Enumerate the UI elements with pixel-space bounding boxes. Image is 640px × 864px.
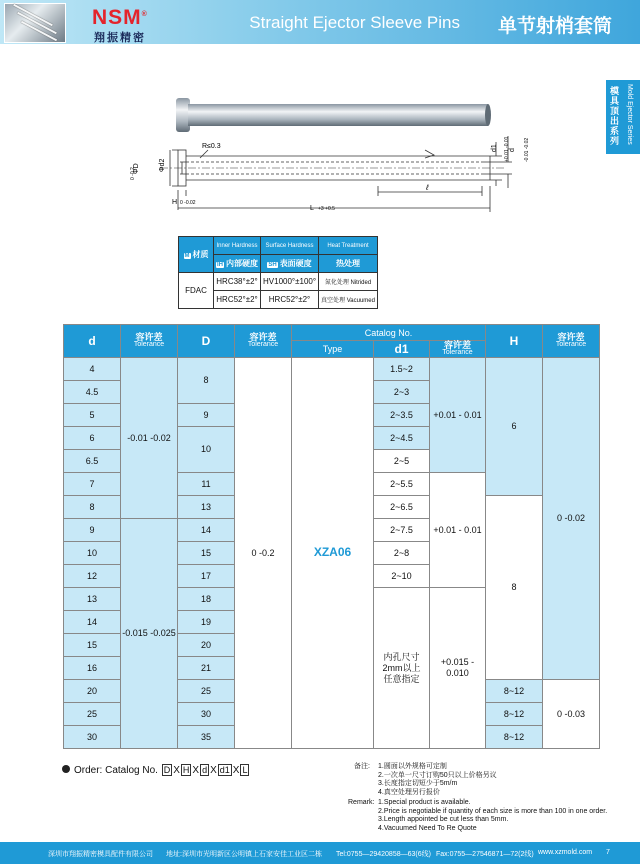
D-cell: 10 [178,427,235,473]
d-cell: 20 [64,680,121,703]
col-type: Type [292,341,374,358]
d1-cell: 2~10 [374,565,430,588]
type-cell: XZA06 [292,358,374,749]
H-cell: 8~12 [486,680,543,703]
d-tol-cell: -0.01 -0.02 [121,358,178,519]
d1-cell: 2~5 [374,450,430,473]
notes-block [348,763,608,833]
d1-tol-cell: +0.01 - 0.01 [430,358,486,473]
col-H-tol: 容许差 Tolerance [543,325,600,358]
D-tolerance: 0 -0.2 [130,167,136,180]
d1-label: d1 [491,144,498,152]
inner-hardness-cn: IH 内部硬度 [214,255,261,273]
d1-cell: 2~7.5 [374,519,430,542]
d1-free-cell [374,588,430,749]
D-cell: 9 [178,404,235,427]
side-tab-label-en: Mold Ejector Series [626,84,633,145]
note-cn: 2.一次单一尺寸订购50只以上价格另议 [378,771,497,779]
D-label: ΦD [133,163,140,174]
surface-hardness-en: Surface Hardness [261,237,319,255]
material-header: M 材质 [179,237,214,273]
notes-cn-title: 备注: [354,763,370,770]
d1-cell: 2~3.5 [374,404,430,427]
col-d: d [64,325,121,358]
d1-cell: 1.5~2 [374,358,430,381]
brand-logo: NSM® [92,6,148,29]
footer-fax: Fax:0755—27546871—72(2线) [436,851,534,858]
pin-photo-head [176,98,190,132]
col-d1: d1 [374,341,430,358]
col-D: D [178,325,235,358]
D-cell: 21 [178,657,235,680]
brand-name-cn: 翔振精密 [94,32,146,44]
d-cell: 14 [64,611,121,634]
d-cell: 6 [64,427,121,450]
d2-label: Φd2 [159,158,166,172]
d-cell: 9 [64,519,121,542]
d-cell: 30 [64,726,121,749]
footer-address: 地址:深圳市光明新区公明镇上石家安佳工业区二栋 [166,851,322,858]
radius-label: R≤0.3 [202,143,221,150]
surface-hardness-2: HRC52°±2° [261,291,319,309]
order-box: L [242,765,248,775]
order-line: Order: Catalog No. D X H X d X d1 X L [62,764,250,776]
H-tol-cell: 0 -0.02 [543,358,600,680]
notes-en-title: Remark: [348,799,375,806]
d-cell: 16 [64,657,121,680]
d-cell: 5 [64,404,121,427]
pin-photo-body [188,104,488,126]
note-en: 2.Price is negotiable if quantity of each size is more than 100 in one order. [378,807,608,815]
D-cell: 30 [178,703,235,726]
footer-tel: Tel:0755—29420858—63(6线) [336,851,431,858]
H-tol-cell: 0 -0.03 [543,680,600,749]
H-label: H [172,199,178,206]
heat-treatment-en: Heat Treatment [319,237,378,255]
order-box: H [182,765,190,775]
D-cell: 15 [178,542,235,565]
order-box: d [202,765,208,775]
d-cell: 13 [64,588,121,611]
d-cell: 6.5 [64,450,121,473]
surface-hardness-1: HV1000°±100° [261,273,319,291]
page-header [0,0,640,44]
d-cell: 15 [64,634,121,657]
D-cell: 19 [178,611,235,634]
inner-hardness-2: HRC52°±2° [214,291,261,309]
technical-drawing [120,92,540,222]
page-footer [0,842,640,864]
H-cell: 6 [486,358,543,496]
d-cell: 7 [64,473,121,496]
note-en: 4.Vacuumed Need To Re Quote [378,824,477,832]
d1-cell: 2~3 [374,381,430,404]
d1-cell: 2~6.5 [374,496,430,519]
inner-hardness-1: HRC38°±2° [214,273,261,291]
d-cell: 25 [64,703,121,726]
D-cell: 20 [178,634,235,657]
footer-web-link[interactable]: www.xzmold.com [538,849,593,856]
H-cell: 8 [486,496,543,680]
note-en: 1.Special product is available. [378,799,471,806]
d1-tol-cell: +0.015 - 0.010 [430,588,486,749]
d1-cell: 2~5.5 [374,473,430,496]
col-H: H [486,325,543,358]
d-cell: 12 [64,565,121,588]
L-label: L [310,205,314,212]
D-cell: 25 [178,680,235,703]
note-cn: 4.真空处理另行报价 [378,788,440,796]
heat-treatment-1: 氮化处理 Nitrided [319,273,378,291]
d-tolerance: -0.01 -0.02 [524,137,530,162]
d1-cell: 2~8 [374,542,430,565]
page-number: 7 [606,849,610,856]
inner-hardness-en: Inner Hardness [214,237,261,255]
D-cell: 18 [178,588,235,611]
pin-photo-end [485,104,491,126]
L-tolerance: +3 +0.5 [318,206,335,212]
d-tol-cell: -0.015 -0.025 [121,519,178,749]
D-cell: 11 [178,473,235,496]
material-table [178,236,378,309]
order-label: Order: Catalog No. [74,765,158,776]
surface-hardness-cn: SH 表面硬度 [261,255,319,273]
H-cell: 8~12 [486,726,543,749]
d1-cell: 2~4.5 [374,427,430,450]
d-label: d [509,148,516,152]
col-D-tol: 容许差 Tolerance [235,325,292,358]
ell-label: ℓ [426,183,429,192]
H-tolerance: 0 -0.02 [180,200,196,206]
d-cell: 8 [64,496,121,519]
D-cell: 17 [178,565,235,588]
page-title-en: Straight Ejector Sleeve Pins [249,13,460,32]
H-cell: 8~12 [486,703,543,726]
material-code: FDAC [179,273,214,309]
order-box: D [163,765,171,775]
note-cn: 1.圆面以外规格可定制 [378,763,447,770]
heat-treatment-2: 真空处理 Vacuumed [319,291,378,309]
d1-free-line: 内孔尺寸 [383,651,420,662]
product-thumbnail [4,3,66,43]
D-tol-cell: 0 -0.2 [235,358,292,749]
D-cell: 8 [178,358,235,404]
d1-free-line: 2mm以上 [382,662,421,673]
d1-free-line: 任意指定 [383,673,420,684]
note-cn: 3.长度指定切短少于5m/m [378,780,458,787]
d-cell: 4 [64,358,121,381]
side-tab[interactable] [606,80,640,154]
d-cell: 10 [64,542,121,565]
note-en: 3.Length appointed be cut less than 5mm. [378,816,509,823]
page-title-cn: 单节射梢套筒 [497,16,612,37]
D-cell: 13 [178,496,235,519]
material-icon: M [184,253,190,259]
spec-table [63,324,600,749]
d1-tolerance: +0.01 -0.01 [504,136,510,162]
heat-treatment-cn: 热处理 [319,255,378,273]
order-box: d1 [219,765,230,775]
D-cell: 35 [178,726,235,749]
bullet-icon [62,765,70,773]
col-d-tol: 容许差 Tolerance [121,325,178,358]
d1-tol-cell: +0.01 - 0.01 [430,473,486,588]
side-tab-label-cn: 模具顶出系列 [610,86,620,146]
col-catalog: Catalog No. [292,325,486,341]
d-cell: 4.5 [64,381,121,404]
D-cell: 14 [178,519,235,542]
footer-company: 深圳市翔振精密模具配件有限公司 [48,851,153,858]
col-d1-tol: 容许差 Tolerance [430,341,486,358]
